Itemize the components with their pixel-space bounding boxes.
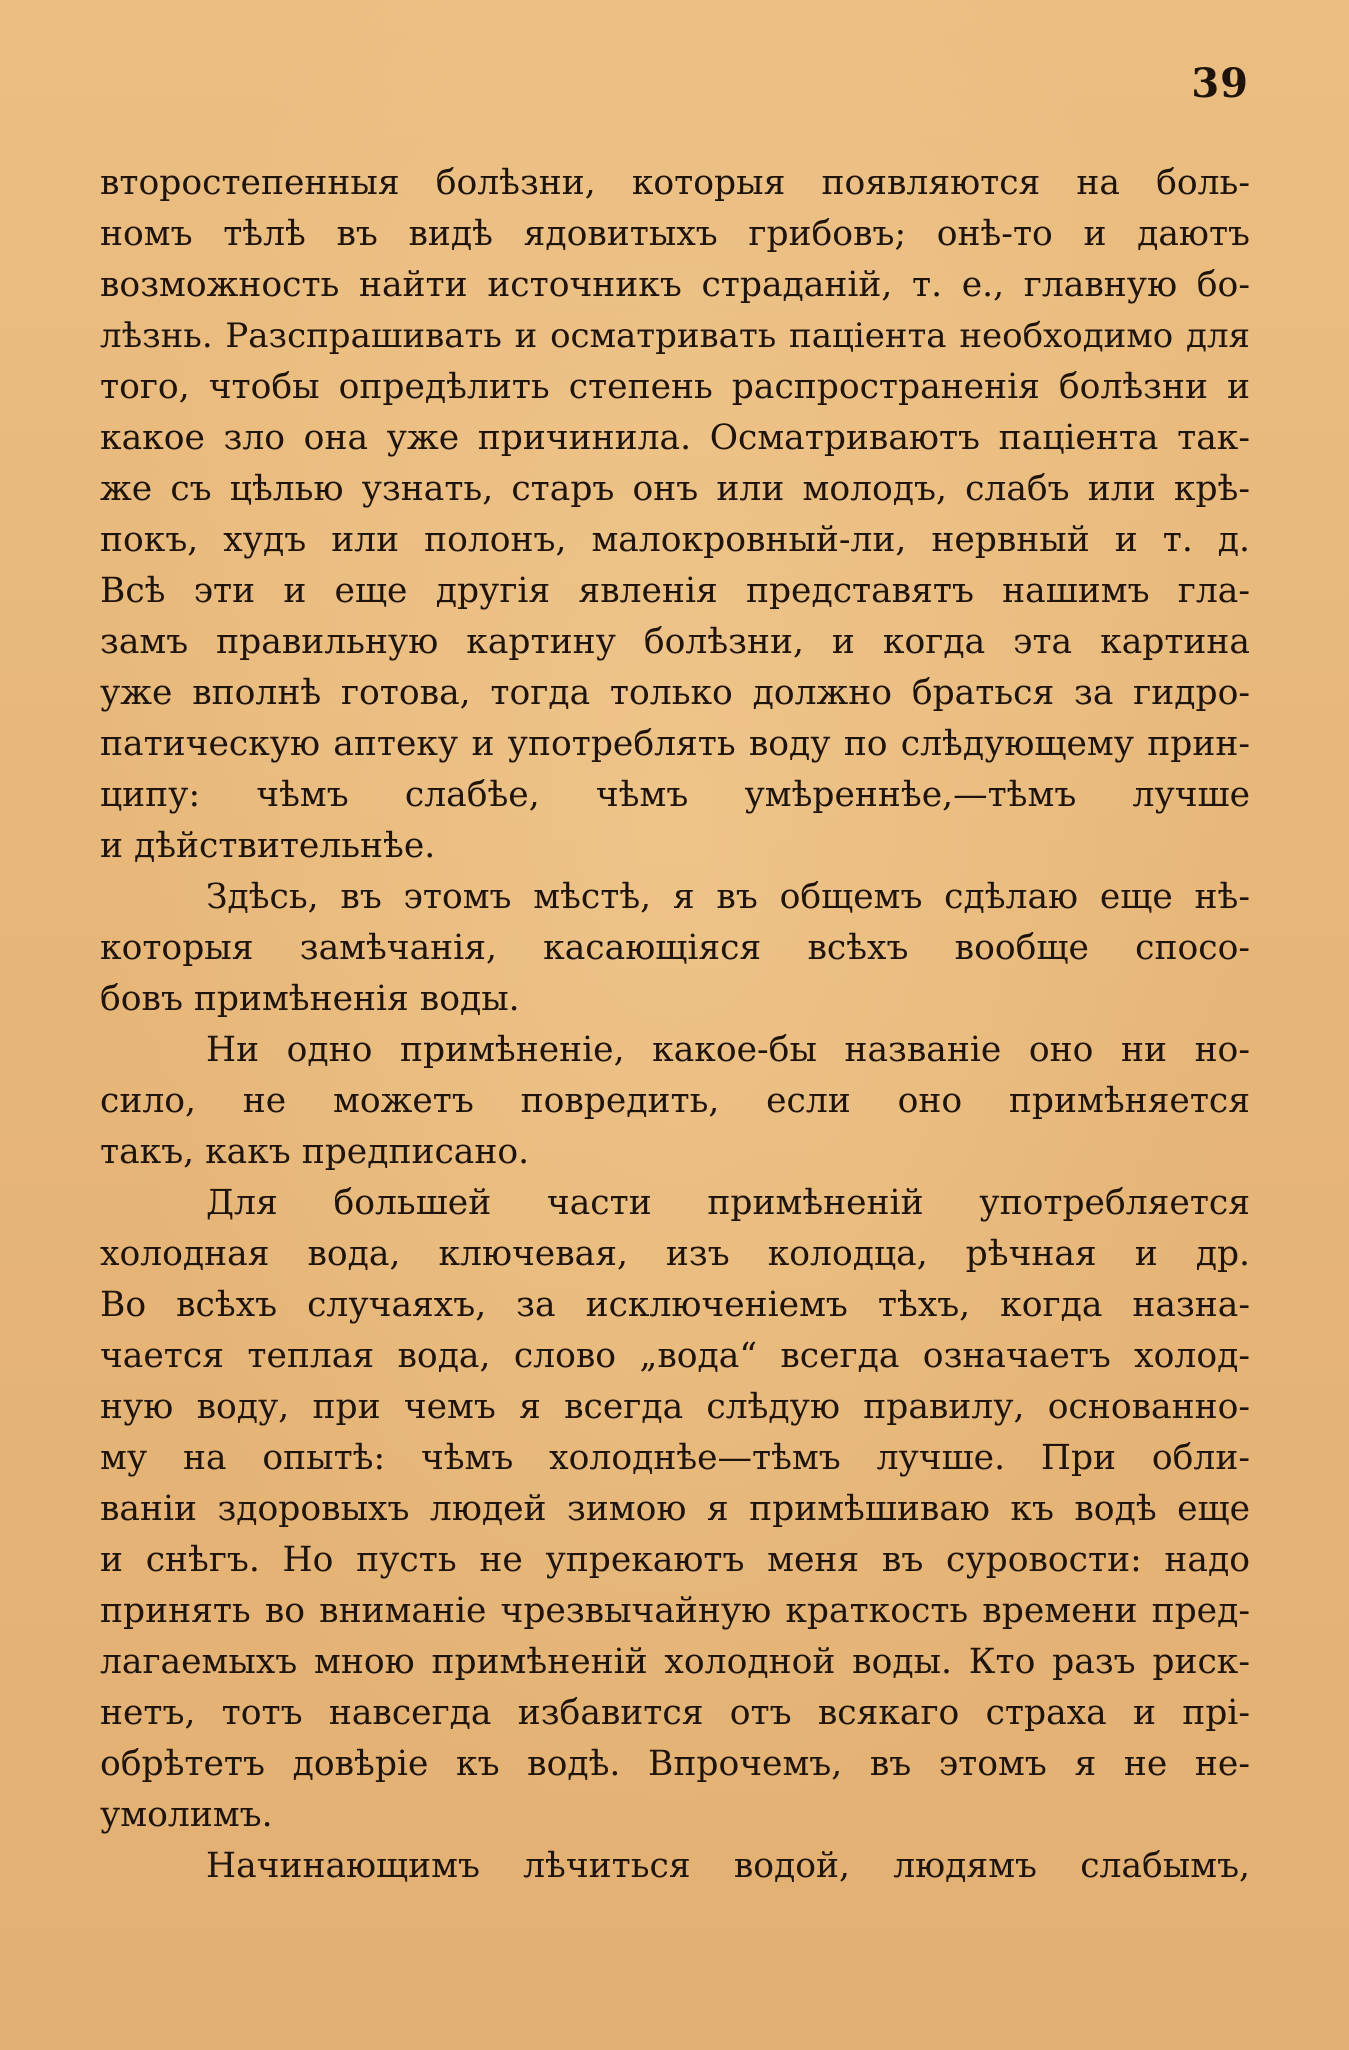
text-line: номъ тѣлѣ въ видѣ ядовитыхъ грибовъ; онѣ-то и даютъ: [100, 214, 1250, 254]
text-line: лѣзнь. Разспрашивать и осматривать паціента необходимо для: [100, 316, 1250, 356]
text-line: чается теплая вода, слово „вода“ всегда означаетъ холод-: [100, 1336, 1250, 1376]
text-line: Всѣ эти и еще другія явленія представятъ нашимъ гла-: [100, 571, 1250, 611]
text-line: му на опытѣ: чѣмъ холоднѣе—тѣмъ лучше. При обли-: [100, 1438, 1250, 1478]
text-line: Здѣсь, въ этомъ мѣстѣ, я въ общемъ сдѣлаю еще нѣ-: [206, 877, 1250, 917]
text-line: того, чтобы опредѣлить степень распространенія болѣзни и: [100, 367, 1250, 407]
text-line: замъ правильную картину болѣзни, и когда эта картина: [100, 622, 1250, 662]
text-line: умолимъ.: [100, 1795, 273, 1835]
text-line: и снѣгъ. Но пусть не упрекаютъ меня въ суровости: надо: [100, 1540, 1250, 1580]
text-line: покъ, худъ или полонъ, малокровный-ли, нервный и т. д.: [100, 520, 1250, 560]
text-line: уже вполнѣ готова, тогда только должно браться за гидро-: [100, 673, 1250, 713]
text-line: лагаемыхъ мною примѣненій холодной воды. Кто разъ риск-: [100, 1642, 1250, 1682]
text-line: ципу: чѣмъ слабѣе, чѣмъ умѣреннѣе,—тѣмъ лучше: [100, 775, 1250, 815]
text-line: обрѣтетъ довѣріе къ водѣ. Впрочемъ, въ этомъ я не не-: [100, 1744, 1250, 1784]
text-line: такъ, какъ предписано.: [100, 1132, 530, 1172]
text-line: нетъ, тотъ навсегда избавится отъ всякаго страха и прі-: [100, 1693, 1250, 1733]
text-line: сило, не можетъ повредить, если оно примѣняется: [100, 1081, 1250, 1121]
text-line: которыя замѣчанія, касающіяся всѣхъ вообще спосо-: [100, 928, 1250, 968]
text-line: Ни одно примѣненіе, какое-бы названіе оно ни но-: [206, 1030, 1250, 1070]
text-line: и дѣйствительнѣе.: [100, 826, 436, 866]
text-line: холодная вода, ключевая, изъ колодца, рѣчная и др.: [100, 1234, 1250, 1274]
text-line: Для большей части примѣненій употребляется: [206, 1183, 1250, 1223]
text-line: возможность найти источникъ страданій, т. е., главную бо-: [100, 265, 1250, 305]
text-line: ваніи здоровыхъ людей зимою я примѣшиваю къ водѣ еще: [100, 1489, 1250, 1529]
text-line: какое зло она уже причинила. Осматриваютъ паціента так-: [100, 418, 1250, 458]
text-line: бовъ примѣненія воды.: [100, 979, 520, 1019]
text-line: Начинающимъ лѣчиться водой, людямъ слабымъ,: [206, 1846, 1250, 1886]
page-number: 39: [1191, 60, 1249, 107]
text-line: ную воду, при чемъ я всегда слѣдую правилу, основанно-: [100, 1387, 1250, 1427]
text-line: патическую аптеку и употреблять воду по слѣдующему прин-: [100, 724, 1250, 764]
text-line: же съ цѣлью узнать, старъ онъ или молодъ, слабъ или крѣ-: [100, 469, 1250, 509]
text-line: принять во вниманіе чрезвычайную краткость времени пред-: [100, 1591, 1250, 1631]
text-line: второстепенныя болѣзни, которыя появляются на боль-: [100, 163, 1250, 203]
body-text: [100, 158, 1250, 1892]
text-line: Во всѣхъ случаяхъ, за исключеніемъ тѣхъ, когда назна-: [100, 1285, 1250, 1325]
